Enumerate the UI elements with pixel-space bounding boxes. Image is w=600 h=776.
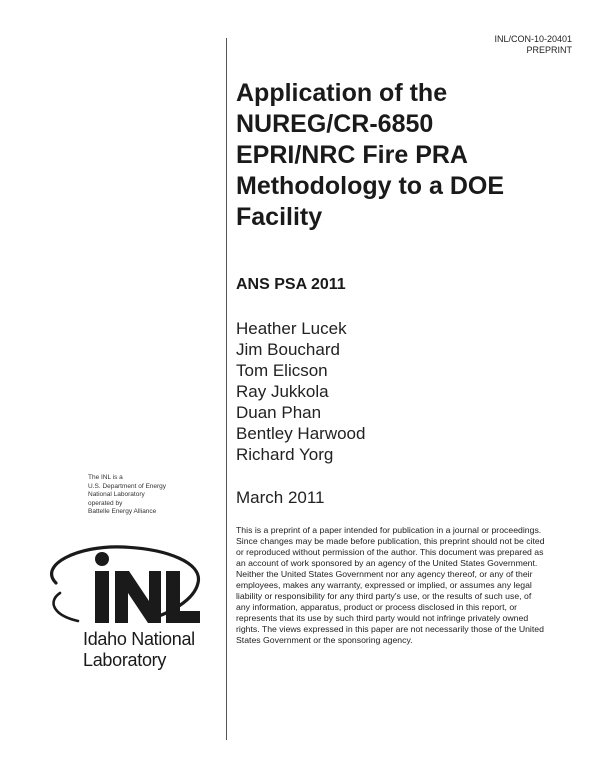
logo-letter-i bbox=[95, 571, 109, 623]
logo-letter-n bbox=[115, 571, 161, 623]
author: Duan Phan bbox=[236, 403, 322, 422]
report-type: PREPRINT bbox=[526, 45, 572, 55]
logo-wordmark bbox=[83, 629, 195, 671]
disclaimer-text: This is a preprint of a paper intended for publication in a journal or proceedings. Since changes may be made before publication, this preprint should not be cited or reproduced without permission of the author. This document was prepared as an account of work sponsored by an agency of the United States Government. Neither the United States Government nor any agency thereof, or any of their employees, makes any warranty, expressed or implied, or assumes any legal liability or responsibility for any third party's use, or the results of such use, of any information, apparatus, product or process disclosed in this report, or represents that its use by such third party would not infringe privately owned rights. The views expressed in this paper are not necessarily those of the United States Government or the sponsoring agency. bbox=[236, 525, 545, 645]
report-number: INL/CON-10-20401 bbox=[494, 34, 572, 44]
operator-line: operated by bbox=[88, 499, 123, 507]
vertical-divider bbox=[226, 38, 227, 740]
logo-name-line: Idaho National bbox=[83, 629, 195, 649]
title-line: Application of the bbox=[236, 79, 448, 107]
title-line: Facility bbox=[236, 203, 323, 231]
author: Bentley Harwood bbox=[236, 424, 366, 443]
conference-name: ANS PSA 2011 bbox=[236, 276, 346, 293]
report-identifier bbox=[494, 34, 572, 56]
author: Heather Lucek bbox=[236, 319, 347, 338]
title-line: EPRI/NRC Fire PRA bbox=[236, 141, 468, 169]
operator-line: National Laboratory bbox=[88, 491, 145, 499]
operator-line: The INL is a bbox=[88, 474, 123, 481]
author-list bbox=[236, 318, 365, 465]
author: Tom Elicson bbox=[236, 361, 328, 380]
title-line: Methodology to a DOE bbox=[236, 172, 505, 200]
title-line: NUREG/CR-6850 bbox=[236, 110, 434, 138]
logo-name-line: Laboratory bbox=[83, 650, 167, 670]
logo-dot-icon bbox=[95, 552, 109, 566]
publication-date: March 2011 bbox=[236, 488, 325, 507]
author: Ray Jukkola bbox=[236, 382, 329, 401]
author: Richard Yorg bbox=[236, 445, 334, 464]
operator-statement bbox=[88, 474, 166, 517]
document-title bbox=[236, 78, 566, 233]
operator-line: Battelle Energy Alliance bbox=[88, 508, 157, 516]
operator-line: U.S. Department of Energy bbox=[88, 482, 167, 490]
author: Jim Bouchard bbox=[236, 340, 340, 359]
logo-letter-l bbox=[166, 571, 200, 623]
